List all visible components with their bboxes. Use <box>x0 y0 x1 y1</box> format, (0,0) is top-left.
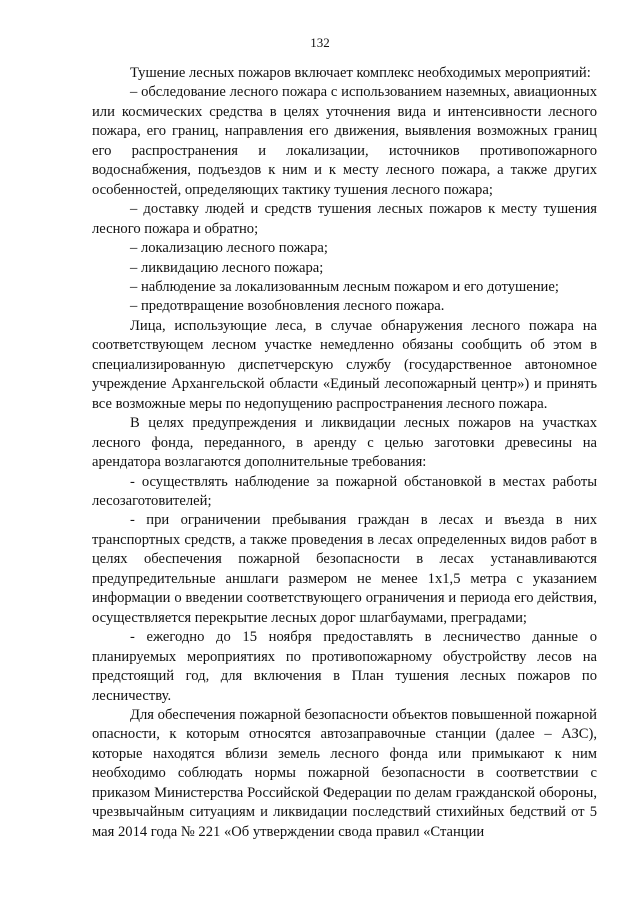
page-number: 132 <box>310 35 330 50</box>
list-item-delivery: – доставку людей и средств тушения лесных пожаров к месту тушения лесного пожара и обратно; <box>92 201 597 237</box>
list-item-liquidation: – ликвидацию лесного пожара; <box>130 259 324 276</box>
list-item-inspection: – обследование лесного пожара с использованием наземных, авиационных или космических средства в целях уточнения вида и интенсивности лесного пожара, его границ, направления его движения, выявления возможных границ его распространения и локализации, источников противопожарного водоснабжения, подъездов к ним и к месту лесного пожара, а также других особенностей, определяющих тактику тушения лесного пожара; <box>92 84 597 198</box>
page-body <box>92 64 597 842</box>
list-item-monitoring: – наблюдение за локализованным лесным пожаром и его дотушение; <box>130 278 559 295</box>
paragraph-intro: Тушение лесных пожаров включает комплекс необходимых мероприятий: <box>130 65 591 81</box>
list-item-restrictions: - при ограничении пребывания граждан в лесах и въезда в них транспортных средств, а также проведения в лесах определенных видов работ в целях обеспечения пожарной безопасности в лесах устанавливаются предупредительные аншлаги размером не менее 1х1,5 метра с указанием информации о введении соответствующего ограничения и периода его действия, осуществляется перекрытие лесных дорог шлагбаумами, преградами; <box>92 512 597 626</box>
paragraph-gas-stations: Для обеспечения пожарной безопасности объектов повышенной пожарной опасности, к которым относятся автозаправочные станции (далее – АЗС), которые находятся вблизи земель лесного фонда или примыкают к ним необходимо соблюдать нормы пожарной безопасности в соответствии с приказом Министерства Российской Федерации по делам гражданской обороны, чрезвычайным ситуациям и ликвидации последствий стихийных бедствий от 5 мая 2014 года № 221 «Об утверждении свода правил «Станции <box>92 706 597 840</box>
paragraph-forest-users: Лица, использующие леса, в случае обнаружения лесного пожара на соответствующем лесном участке немедленно обязаны сообщить об этом в специализированную диспетчерскую службу (государственное автономное учреждение Архангельской области «Единый лесопожарный центр») и принять все возможные меры по недопущению распространения лесного пожара. <box>92 317 597 412</box>
list-item-annual-report: - ежегодно до 15 ноября предоставлять в лесничество данные о планируемых мероприятиях по противопожарному обустройству лесов на предстоящий год, для включения в План тушения лесных пожаров по лесничеству. <box>92 629 597 704</box>
list-item-observation: - осуществлять наблюдение за пожарной обстановкой в местах работы лесозаготовителей; <box>92 473 597 509</box>
list-item-localization: – локализацию лесного пожара; <box>130 240 328 257</box>
list-item-prevention: – предотвращение возобновления лесного пожара. <box>130 298 445 315</box>
paragraph-lease-requirements: В целях предупреждения и ликвидации лесных пожаров на участках лесного фонда, переданного, в аренду с целью заготовки древесины на арендатора возлагаются дополнительные требования: <box>92 415 597 471</box>
